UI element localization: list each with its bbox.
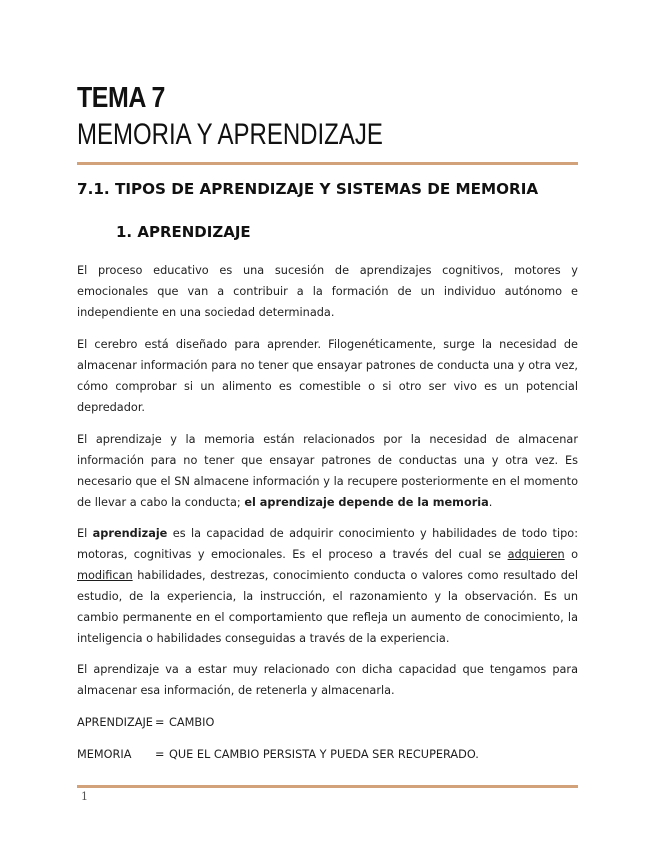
paragraph-4-mid1: es la capacidad de adquirir conocimiento y habilidades de todo tipo: motoras, cognitivas y emocionales. Es el proceso a través del cual se xyxy=(77,527,578,561)
paragraph-5: El aprendizaje va a estar muy relacionado con dicha capacidad que tengamos para almacenar esa información, de retenerla y almacenarla. xyxy=(77,663,578,697)
equation-1-definition: CAMBIO xyxy=(169,716,215,729)
topic-title: MEMORIA Y APRENDIZAJE xyxy=(77,118,383,151)
section-heading: 7.1. TIPOS DE APRENDIZAJE Y SISTEMAS DE MEMORIA xyxy=(77,180,539,198)
paragraph-4-rest: habilidades, destrezas, conocimiento conducta o valores como resultado del estudio, de la experiencia, la instrucción, el razonamiento y la observación. Es un cambio permanente en el comportamiento que refleja un aumento de conocimiento, la inteligencia o habilidades conseguidas a través de la experiencia. xyxy=(77,569,578,645)
equation-aprendizaje xyxy=(77,712,214,733)
equation-2-sign: = xyxy=(155,748,165,761)
paragraph-1: El proceso educativo es una sucesión de aprendizajes cognitivos, motores y emocionales que van a contribuir a la formación de un individuo autónomo e independiente en una sociedad determinada. xyxy=(77,264,578,319)
subsection-heading: 1. APRENDIZAJE xyxy=(116,223,251,241)
page-number: 1 xyxy=(81,790,88,803)
equation-2-term: MEMORIA xyxy=(77,748,132,761)
equation-1-sign: = xyxy=(155,716,165,729)
equation-1-term: APRENDIZAJE xyxy=(77,716,153,729)
header-divider xyxy=(77,162,578,165)
paragraph-3-text: El aprendizaje y la memoria están relacionados por la necesidad de almacenar información para no tener que ensayar patrones de conductas una y otra vez. Es necesario que el SN almacene información y la recupere posteriormente en el momento de llevar a cabo la conducta; xyxy=(77,433,578,509)
topic-number: TEMA 7 xyxy=(77,82,165,114)
footer-divider xyxy=(77,785,578,788)
equation-2-definition: QUE EL CAMBIO PERSISTA Y PUEDA SER RECUPERADO. xyxy=(169,748,479,761)
underlined-adquieren: adquieren xyxy=(507,548,565,561)
equation-memoria xyxy=(77,744,479,765)
paragraph-3 xyxy=(77,429,578,513)
paragraph-4-mid2: o xyxy=(564,548,578,561)
paragraph-4-bold: aprendizaje xyxy=(92,527,168,540)
paragraph-4 xyxy=(77,523,578,649)
underlined-modifican: modifican xyxy=(77,569,133,582)
paragraph-2: El cerebro está diseñado para aprender. Filogenéticamente, surge la necesidad de almacenar información para no tener que ensayar patrones de conducta una y otra vez, cómo comprobar si un alimento es comestible o si otro ser vivo es un potencial depredador. xyxy=(77,338,578,414)
paragraph-3-bold: el aprendizaje depende de la memoria xyxy=(244,496,489,509)
paragraph-3-end: . xyxy=(488,496,493,509)
paragraph-4-start: El xyxy=(77,527,93,540)
